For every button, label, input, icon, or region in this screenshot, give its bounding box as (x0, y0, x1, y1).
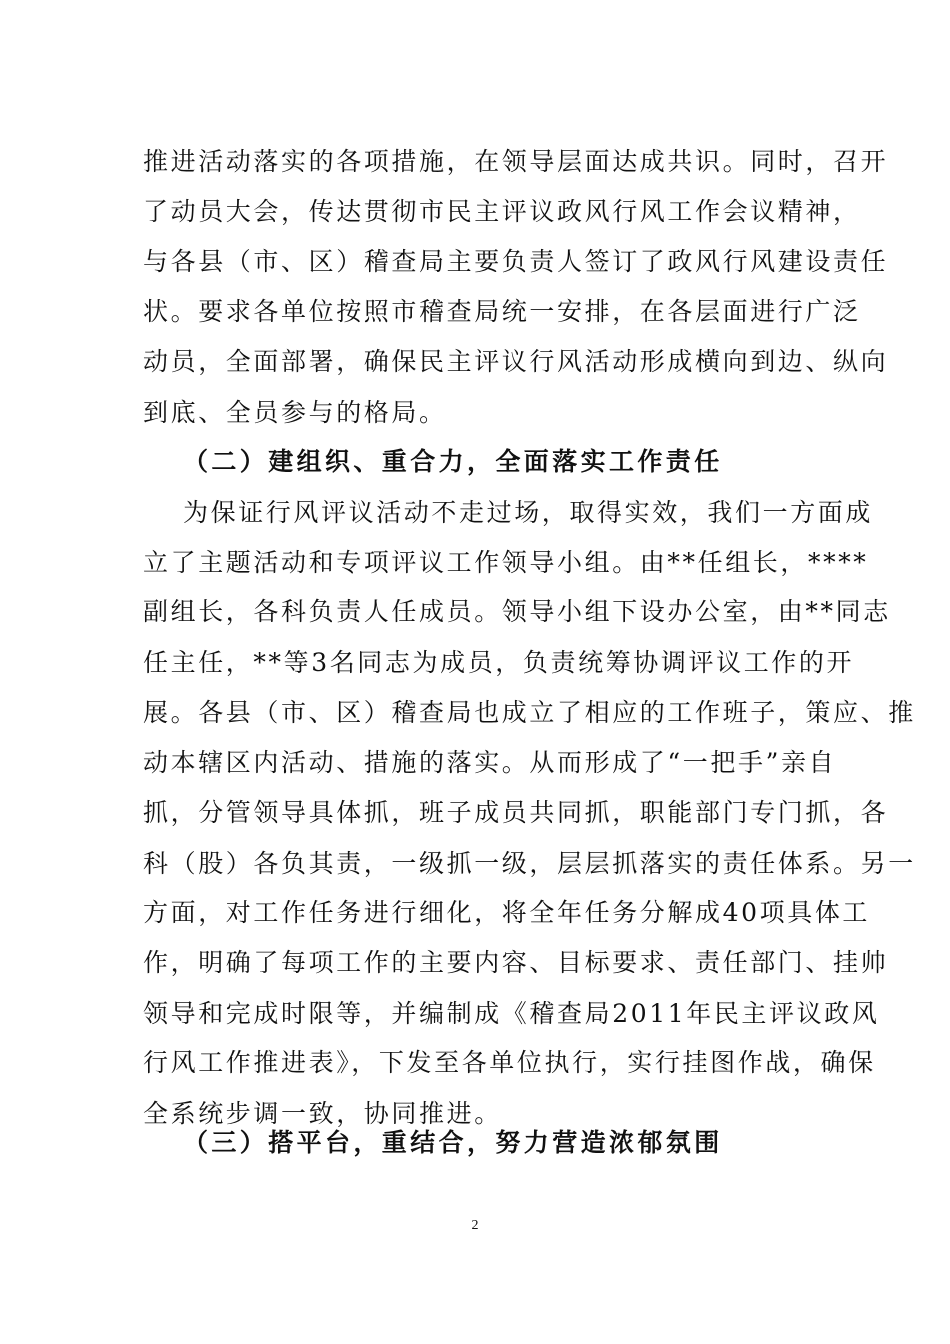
paragraph-line: 方面，对工作任务进行细化，将全年任务分解成40项具体工 (143, 898, 871, 927)
paragraph-line: 了动员大会，传达贯彻市民主评议政风行风工作会议精神， (143, 196, 861, 226)
paragraph-line: 科（股）各负其责，一级抓一级，层层抓落实的责任体系。另一 (143, 848, 916, 878)
paragraph-line: 抓，分管领导具体抓，班子成员共同抓，职能部门专门抓，各 (143, 798, 889, 828)
paragraph-line: 任主任，**等3名同志为成员，负责统筹协调评议工作的开 (143, 647, 855, 677)
paragraph-line: 展。各县（市、区）稽查局也成立了相应的工作班子，策应、推 (143, 698, 916, 728)
paragraph-line: 全系统步调一致，协同推进。 (143, 1098, 502, 1128)
paragraph-line: 推进活动落实的各项措施，在领导层面达成共识。同时，召开 (143, 146, 889, 176)
section-heading: （二）建组织、重合力，全面落实工作责任 (183, 447, 723, 477)
paragraph-line: 行风工作推进表》，下发至各单位执行，实行挂图作战，确保 (143, 1048, 876, 1078)
paragraph-line: 动本辖区内活动、措施的落实。从而形成了“一把手”亲自 (143, 747, 837, 777)
paragraph-line: 到底、全员参与的格局。 (143, 397, 447, 427)
paragraph-line: 动员，全面部署，确保民主评议行风活动形成横向到边、纵向 (143, 347, 889, 377)
paragraph-line: 与各县（市、区）稽查局主要负责人签订了政风行风建设责任 (143, 247, 889, 277)
paragraph-line: 状。要求各单位按照市稽查局统一安排，在各层面进行广泛 (143, 296, 861, 326)
paragraph-line: 领导和完成时限等，并编制成《稽查局2011年民主评议政风 (143, 998, 880, 1028)
paragraph-line: 作，明确了每项工作的主要内容、目标要求、责任部门、挂帅 (143, 948, 889, 978)
paragraph-line: 为保证行风评议活动不走过场，取得实效，我们一方面成 (183, 497, 874, 527)
page-number: 2 (471, 1218, 479, 1233)
section-heading: （三）搭平台，重结合，努力营造浓郁氛围 (183, 1128, 723, 1157)
paragraph-line: 副组长，各科负责人任成员。领导小组下设办公室，由**同志 (143, 597, 891, 627)
paragraph-line: 立了主题活动和专项评议工作领导小组。由**任组长，**** (143, 547, 869, 577)
